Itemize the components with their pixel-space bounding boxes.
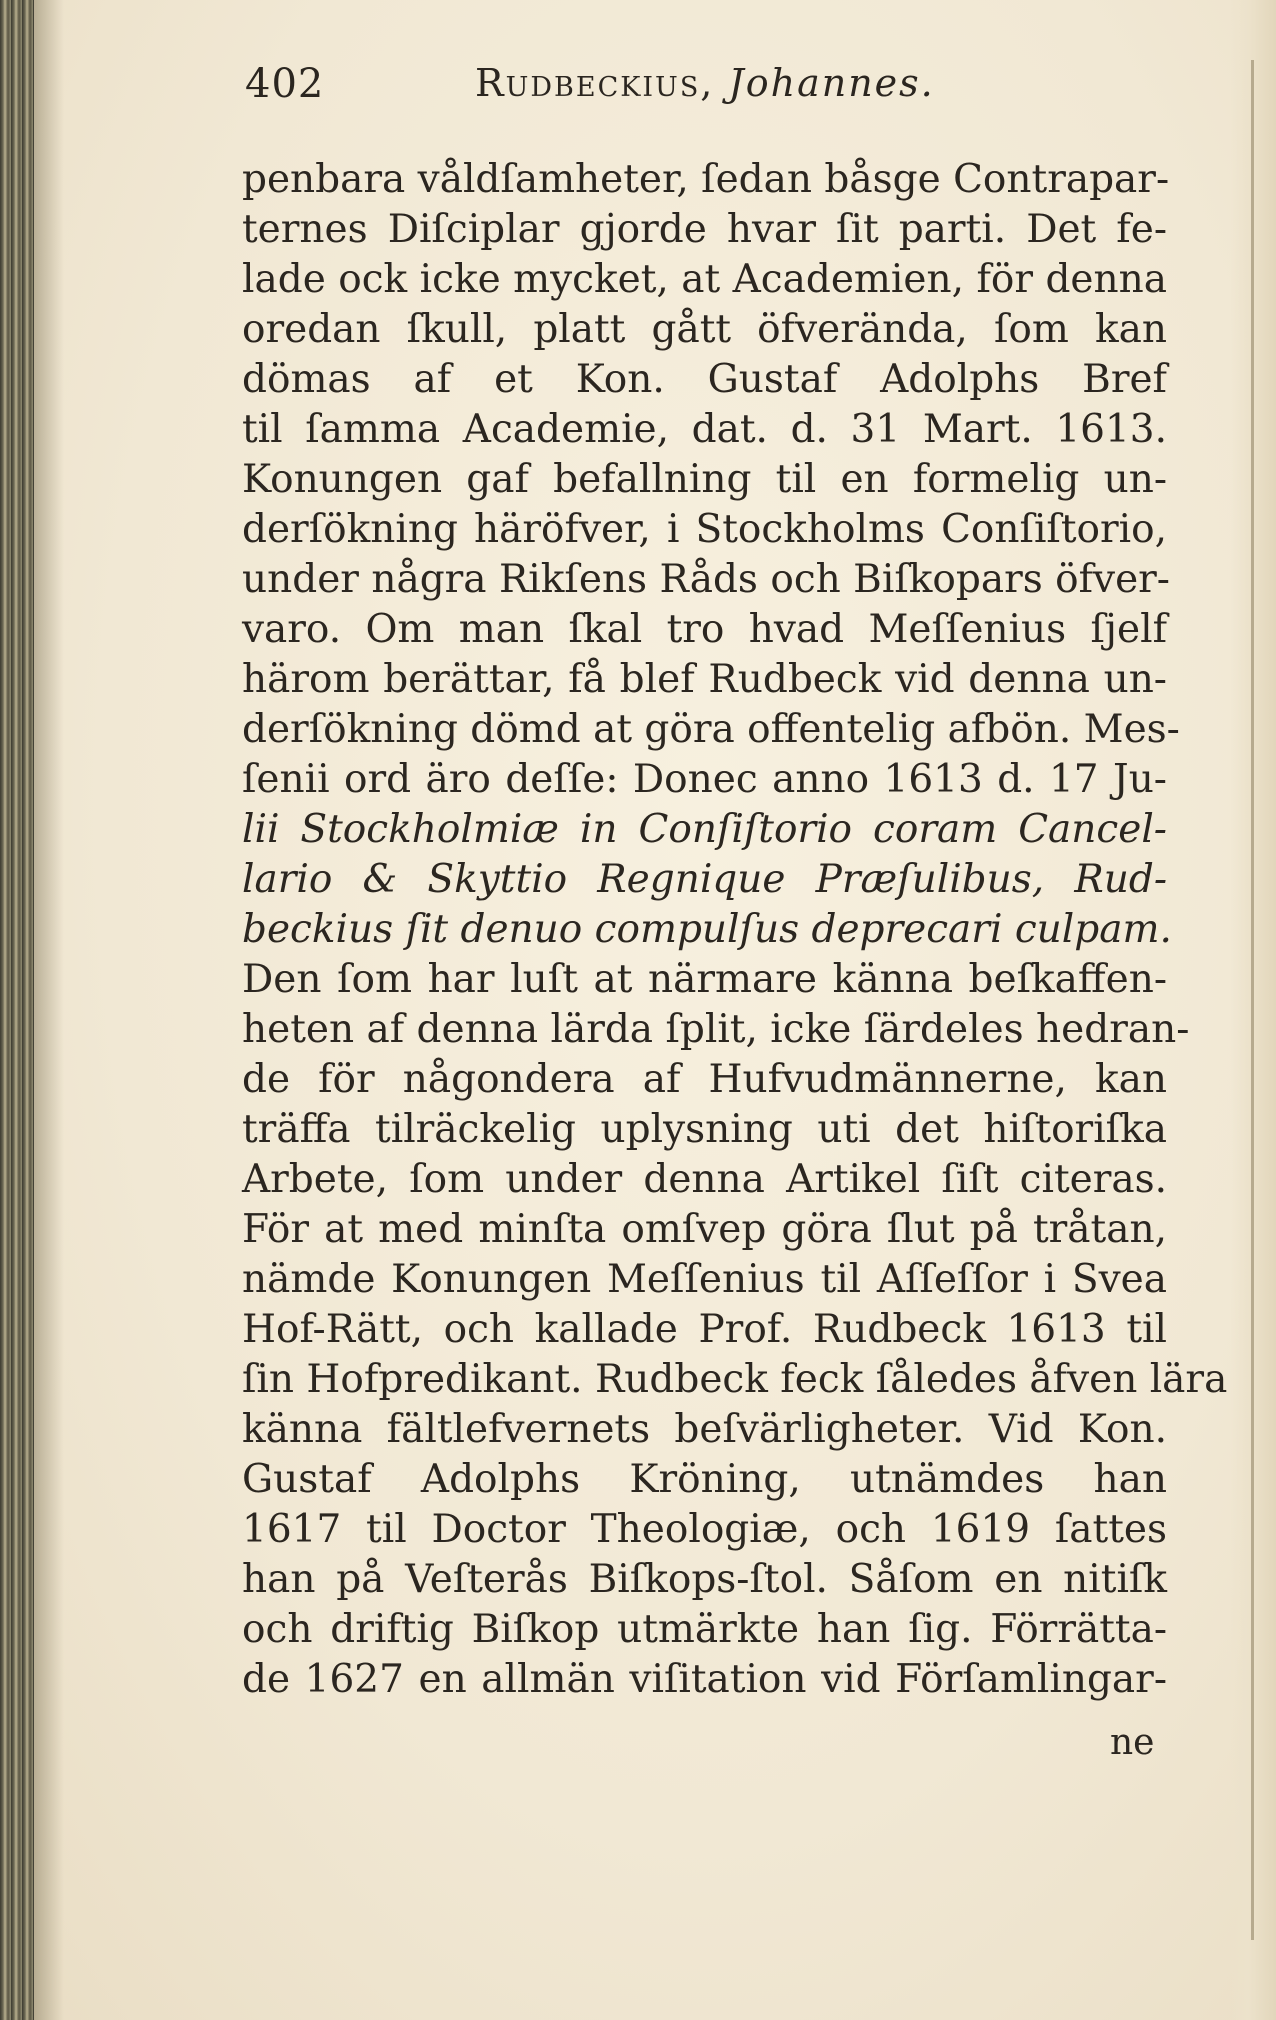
page-header	[245, 55, 1175, 125]
page-edge-line	[1251, 60, 1254, 1940]
text-line: Arbete, ſom under denna Artikel ſiſt citeras.	[242, 1157, 1167, 1202]
text-line: han på Veſterås Biſkops-ſtol. Såſom en nitiſk	[242, 1557, 1167, 1602]
text-line: ternes Diſciplar gjorde hvar ſit parti. Det fe-	[242, 207, 1167, 252]
text-line: til ſamma Academie, dat. d. 31 Mart. 1613.	[242, 407, 1167, 452]
catchword: ne	[1110, 1722, 1155, 1763]
text-line: 1617 til Doctor Theologiæ, och 1619 ſattes	[242, 1507, 1167, 1552]
text-line: de för någondera af Hufvudmännerne, kan	[242, 1057, 1167, 1102]
text-line: lade ock icke mycket, at Academien, för denna	[242, 257, 1167, 302]
text-line: under några Rikſens Råds och Biſkopars öfver-	[242, 557, 1170, 602]
text-line: oredan ſkull, platt gått öfverända, ſom kan	[242, 307, 1167, 352]
text-line: derſökning häröfver, i Stockholms Conſiſtorio,	[242, 507, 1167, 552]
text-line: För at med minſta omſvep göra ſlut på tråtan,	[242, 1207, 1167, 1252]
page-number: 402	[245, 61, 325, 107]
latin-quote-line: lario & Skyttio Regnique Præſulibus, Rud-	[242, 857, 1167, 902]
gutter-shadow	[34, 0, 64, 2020]
text-line: Konungen gaf befallning til en formelig un-	[242, 457, 1167, 502]
body-text	[242, 155, 1228, 1705]
text-line: de 1627 en allmän viſitation vid Förſamlingar-	[242, 1657, 1167, 1702]
text-line: känna fältlefvernets beſvärligheter. Vid Kon.	[242, 1407, 1167, 1452]
text-line: ſenii ord äro deſſe: Donec anno 1613 d. 17 Ju-	[242, 757, 1167, 802]
running-head-surname: Rudbeckius,	[475, 61, 715, 105]
text-line: Den ſom har luſt at närmare känna beſkaffen-	[242, 957, 1167, 1002]
latin-quote-line: lii Stockholmiæ in Conſiſtorio coram Cancel-	[242, 807, 1167, 852]
text-line: varo. Om man ſkal tro hvad Meſſenius ſjelf	[242, 607, 1167, 652]
text-line: ſin Hofpredikant. Rudbeck feck ſåledes åfven lära	[242, 1357, 1228, 1402]
text-line: Hof-Rätt, och kallade Prof. Rudbeck 1613 til	[242, 1307, 1167, 1352]
text-line: och driftig Biſkop utmärkte han ſig. Förrätta-	[242, 1607, 1167, 1652]
text-line: Gustaf Adolphs Kröning, utnämdes han	[242, 1457, 1167, 1502]
latin-quote-line: beckius ſit denuo compulſus deprecari culpam.	[242, 907, 1172, 952]
running-head	[475, 61, 935, 105]
text-line: heten af denna lärda ſplit, icke ſärdeles hedran-	[242, 1007, 1190, 1052]
text-line: härom berättar, få blef Rudbeck vid denna un-	[242, 657, 1167, 702]
text-line: träffa tilräckelig uplysning uti det hiſtoriſka	[242, 1107, 1167, 1152]
text-line: derſökning dömd at göra offentelig afbön. Mes-	[242, 707, 1180, 752]
running-head-forename: Johannes.	[728, 61, 935, 105]
text-line: penbara våldſamheter, ſedan båsge Contrapar-	[242, 157, 1170, 202]
text-line: dömas af et Kon. Gustaf Adolphs Bref	[242, 357, 1167, 402]
text-line: nämde Konungen Meſſenius til Aſſeſſor i Svea	[242, 1257, 1167, 1302]
book-binding-edge	[0, 0, 34, 2020]
